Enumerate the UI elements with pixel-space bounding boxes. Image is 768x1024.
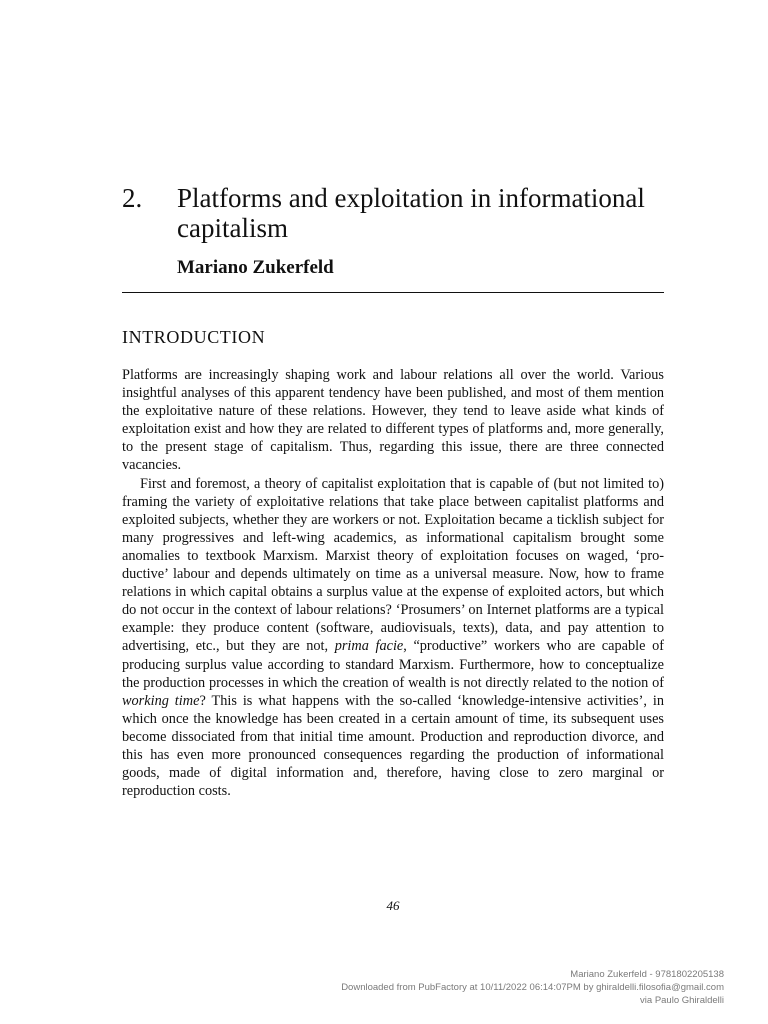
emphasis-working-time: working time bbox=[122, 692, 200, 709]
chapter-number: 2. bbox=[122, 183, 143, 213]
watermark-line-1: Mariano Zukerfeld - 9781802205138 bbox=[570, 969, 724, 980]
download-watermark bbox=[341, 968, 724, 1007]
heading-divider bbox=[122, 292, 664, 293]
paragraph-1: Platforms are increasingly shaping work and labour relations all over the world. Various insightful analyses of this apparent tendency have been published, and most of them mention the exploitative nature of these relations. However, they tend to leave aside what kinds of exploitation exist and how they are related to different types of platforms and, more generally, to the present stage of capitalism. Thus, regarding this issue, there are three connected vacancies. bbox=[122, 367, 664, 474]
paragraph-2 bbox=[122, 475, 664, 801]
body-text bbox=[122, 366, 664, 800]
chapter-title: Platforms and exploitation in informational capitalism bbox=[177, 183, 645, 243]
watermark-line-2: Downloaded from PubFactory at 10/11/2022 06:14:07PM by ghiraldelli.filosofia@gmail.com bbox=[341, 982, 724, 993]
emphasis-prima-facie: prima facie bbox=[334, 638, 404, 655]
paragraph-2-part-b: , “productive” workers who are capable of producing surplus value according to standard Marxism. Furthermore, how to conceptualize the production processes in which the creation of wealth is not directly related to the notion of bbox=[122, 638, 664, 691]
paragraph-2-part-c: ? This is what happens with the so-called ‘knowledge-intensive activities’, in which once the knowledge has been created in a certain amount of time, its subsequent uses become dissociated from that initial time amount. Production and reproduction divorce, and this has even more pronounced consequences regarding the production of informational goods, made of digital information and, therefore, having close to zero marginal or reproduction costs. bbox=[122, 692, 664, 800]
section-heading: INTRODUCTION bbox=[122, 327, 266, 347]
paragraph-2-part-a: First and foremost, a theory of capitalist exploitation that is capable of (but not limited to) framing the variety of exploitative relations that take place between capitalist platforms and exploited subjects, whether they are workers or not. Exploitation became a ticklish subject for many progressives and left-wing academics, as informational capitalism brought some anomalies to textbook Marxism. Marxist theory of exploitation focuses on waged, ‘productive’ labour and depends ultimately on time as a universal measure. Now, how to frame relations in which capital obtains a surplus value at the expense of exploited actors, but which do not occur in the context of labour relations? ‘Prosumers’ on Internet platforms are a typical example: they produce content (software, audiovisuals, texts), data, and pay attention to advertising, etc., but they are not, bbox=[122, 475, 664, 655]
page-number: 46 bbox=[386, 898, 400, 913]
watermark-line-3: via Paulo Ghiraldelli bbox=[640, 995, 724, 1006]
chapter-author: Mariano Zukerfeld bbox=[177, 257, 334, 278]
